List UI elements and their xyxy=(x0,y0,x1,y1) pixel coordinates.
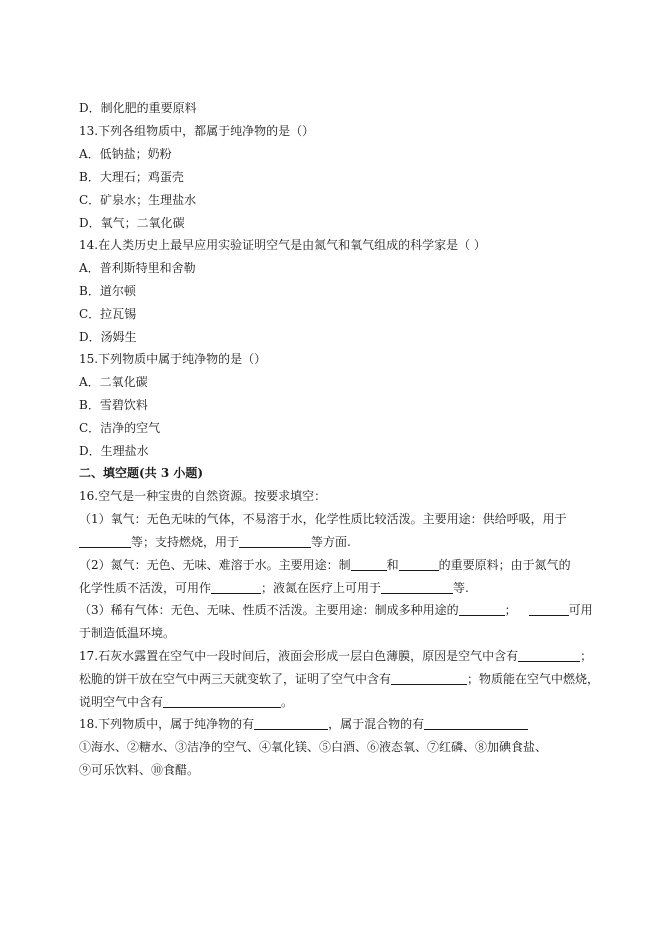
q14-option-c: C．拉瓦锡 xyxy=(79,307,137,321)
q17-text-c: 松脆的饼干放在空气中两三天就变软了，证明了空气中含有 xyxy=(79,672,392,686)
q14-option-b: B．道尔顿 xyxy=(79,284,136,298)
q18-blank-1[interactable] xyxy=(254,717,328,730)
q15-option-d: D．生理盐水 xyxy=(79,444,149,458)
q16-part3-text-c: 可用 xyxy=(568,603,593,617)
q17-text-b: ； xyxy=(580,649,593,663)
q16-blank-8[interactable] xyxy=(529,603,569,616)
q16-blank-7[interactable] xyxy=(459,603,505,616)
q16-part2-text-f: 等. xyxy=(453,581,469,595)
q17-blank-3[interactable] xyxy=(163,695,281,708)
q16-part3-line1 xyxy=(79,602,593,618)
q16-part1-text-c: 等方面. xyxy=(311,535,351,549)
q18-items-line1: ①海水、②糖水、③洁净的空气、④氧化镁、⑤白酒、⑥液态氧、⑦红磷、⑧加碘食盐、 xyxy=(79,740,548,754)
q16-part2-text-e: ；液氮在医疗上可用于 xyxy=(261,581,382,595)
q17-blank-2[interactable] xyxy=(391,672,467,685)
q16-part1-line2 xyxy=(79,534,351,550)
q13-option-a: A．低钠盐；奶粉 xyxy=(79,147,172,161)
q16-part2-text-d: 化学性质不活泼，可用作 xyxy=(79,581,212,595)
q16-blank-5[interactable] xyxy=(211,581,261,594)
q16-part2-text-a: （2）氮气：无色、无味、难溶于水。主要用途：制 xyxy=(79,558,351,572)
q16-blank-3[interactable] xyxy=(351,558,387,571)
q16-part1-line1 xyxy=(79,511,567,527)
q13-option-b: B．大理石；鸡蛋壳 xyxy=(79,170,184,184)
q14-option-d: D．汤姆生 xyxy=(79,330,137,344)
q16-part3-text-a: （3）稀有气体：无色、无味、性质不活泼。主要用途：制成多种用途的 xyxy=(79,603,459,617)
q18-items-line2: ⑨可乐饮料、⑩食醋。 xyxy=(79,763,200,777)
q15-option-c: C．洁净的空气 xyxy=(79,421,161,435)
q16-part1-text-b: 等；支持燃烧，用于 xyxy=(131,535,240,549)
q17-text-a: 17.石灰水露置在空气中一段时间后，液面会形成一层白色薄膜，原因是空气中含有 xyxy=(79,649,519,663)
q17-line3 xyxy=(79,694,293,710)
q16-part3-text-b: ； xyxy=(504,603,517,617)
q17-blank-1[interactable] xyxy=(518,649,580,662)
q15-stem: 15.下列物质中属于纯净物的是（） xyxy=(79,352,267,366)
q17-text-f: 。 xyxy=(281,695,294,709)
q13-option-d: D．氧气；二氧化碳 xyxy=(79,216,185,230)
section-2-title: 二、填空题(共 3 小题) xyxy=(79,466,204,480)
q17-line2 xyxy=(79,671,599,687)
q13-stem: 13.下列各组物质中，都属于纯净物的是（） xyxy=(79,124,315,138)
q16-blank-1[interactable] xyxy=(79,535,131,548)
q18-text-b: ，属于混合物的有 xyxy=(328,717,425,731)
q13-option-c: C．矿泉水；生理盐水 xyxy=(79,193,197,207)
q16-part1-text-a: （1）氧气：无色无味的气体，不易溶于水，化学性质比较活泼。主要用途：供给呼吸，用于 xyxy=(79,512,567,526)
q16-blank-6[interactable] xyxy=(381,581,453,594)
q15-option-a: A．二氧化碳 xyxy=(79,375,148,389)
q16-part2-line1 xyxy=(79,557,571,573)
q16-part2-text-b: 和 xyxy=(386,558,399,572)
q18-line1 xyxy=(79,716,528,732)
q18-blank-2[interactable] xyxy=(424,717,528,730)
q16-blank-2[interactable] xyxy=(239,535,311,548)
q17-text-e: 说明空气中含有 xyxy=(79,695,164,709)
q12-option-d: D．制化肥的重要原料 xyxy=(79,101,197,115)
q17-line1 xyxy=(79,648,592,664)
q17-text-d: ；物质能在空气中燃烧， xyxy=(467,672,600,686)
q15-option-b: B．雪碧饮料 xyxy=(79,398,148,412)
q16-part2-line2 xyxy=(79,580,469,596)
q16-part2-text-c: 的重要原料；由于氮气的 xyxy=(438,558,571,572)
q14-option-a: A．普利斯特里和舍勒 xyxy=(79,261,196,275)
q14-stem: 14.在人类历史上最早应用实验证明空气是由氮气和氧气组成的科学家是（ ） xyxy=(79,238,486,252)
q16-blank-4[interactable] xyxy=(399,558,439,571)
q16-stem: 16.空气是一种宝贵的自然资源。按要求填空： xyxy=(79,489,327,503)
q18-text-a: 18.下列物质中，属于纯净物的有 xyxy=(79,717,255,731)
q16-part3-line2: 于制造低温环境。 xyxy=(79,626,176,640)
